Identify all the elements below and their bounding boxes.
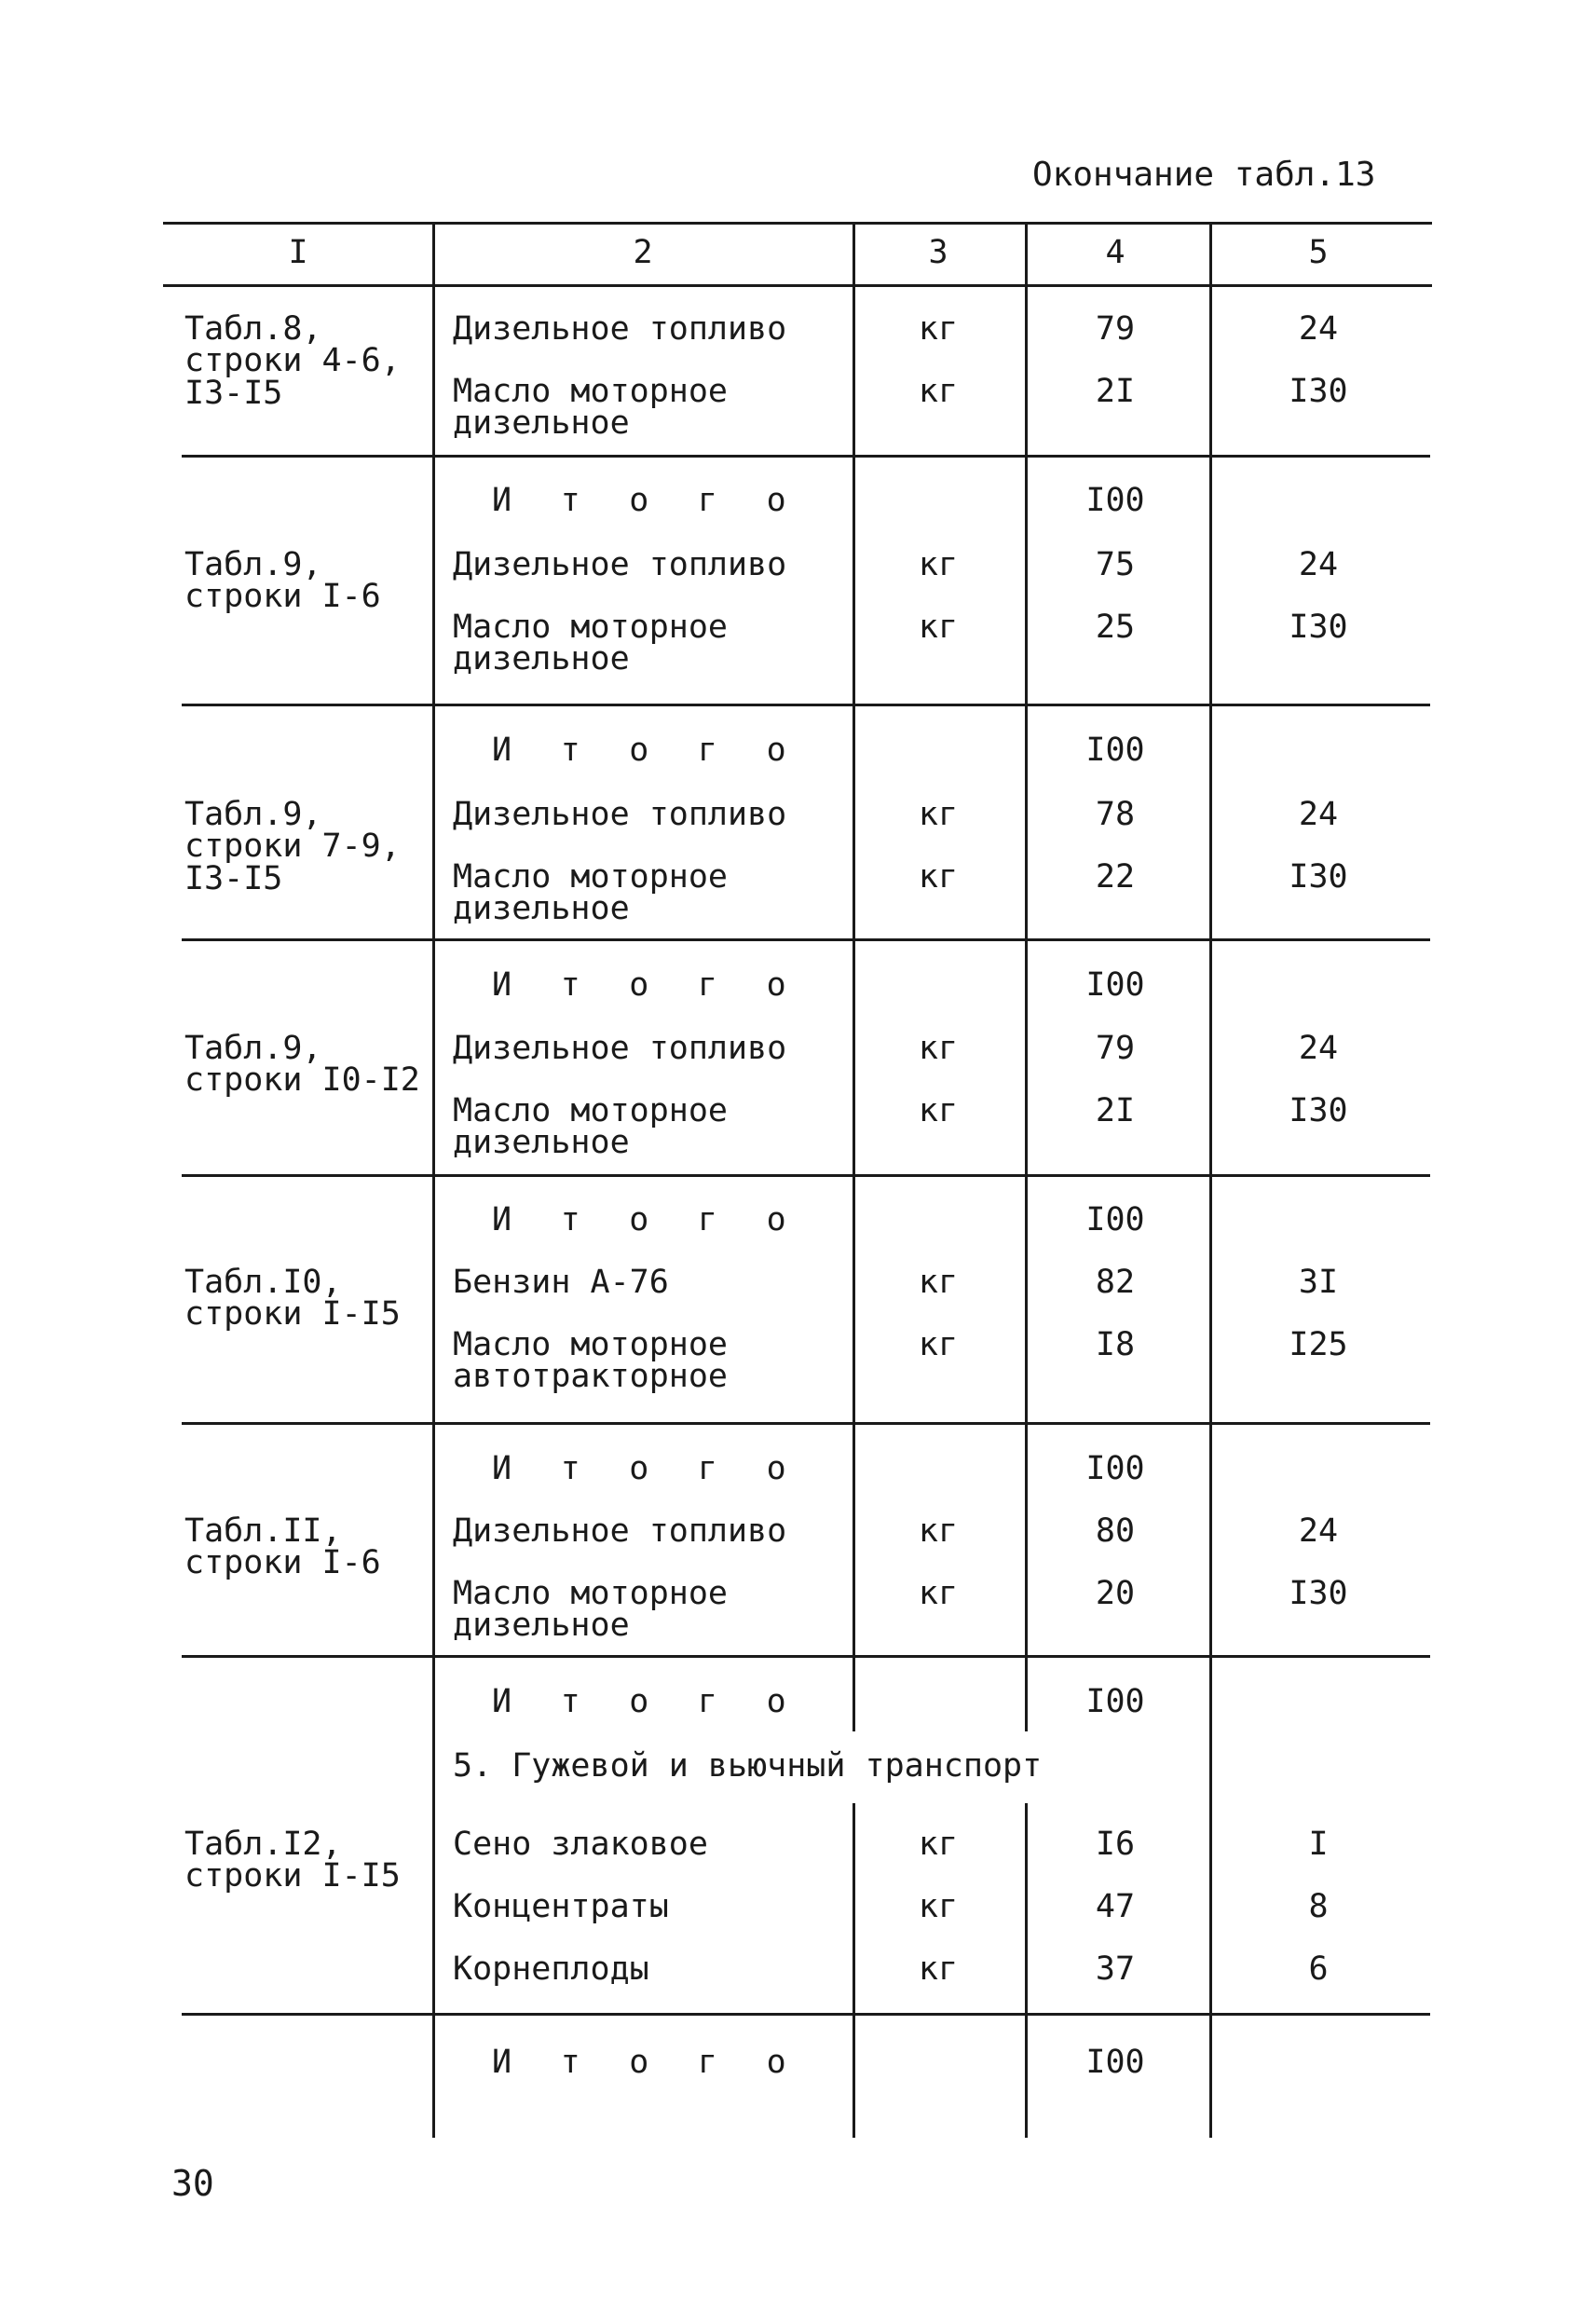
group-6-total-value: I00	[1085, 1683, 1145, 1720]
group-7-item-1-unit: кг	[918, 1826, 959, 1863]
group-1-item-2-name: Масло моторное дизельное	[453, 373, 729, 443]
group-separator-7	[182, 2013, 1430, 2016]
group-7-item-2-name: Концентраты	[453, 1888, 669, 1925]
group-1-item-1-unit: кг	[918, 310, 959, 348]
group-5-item-2-share: I8	[1095, 1326, 1136, 1363]
group-7-item-3-unit: кг	[918, 1950, 959, 1988]
group-6-item-2-value: I30	[1289, 1575, 1348, 1612]
header-col-4: 4	[1105, 234, 1125, 271]
group-1-item-1-name: Дизельное топливо	[453, 310, 787, 348]
group-separator-4	[182, 1174, 1430, 1177]
group-7-item-2-value: 8	[1308, 1888, 1329, 1925]
group-5-total-value: I00	[1085, 1450, 1145, 1487]
header-divider-1	[432, 224, 435, 285]
group-1-item-2-unit: кг	[918, 373, 959, 410]
table-caption: Окончание табл.13	[1032, 156, 1376, 194]
group-separator-2	[182, 704, 1430, 706]
group-4-item-2-value: I30	[1289, 1092, 1348, 1129]
header-divider-4	[1209, 224, 1212, 285]
group-7-item-3-value: 6	[1308, 1950, 1329, 1988]
group-5-item-1-share: 82	[1095, 1264, 1136, 1301]
group-4-item-1-value: 24	[1298, 1030, 1339, 1067]
group-6-item-2-share: 20	[1095, 1575, 1136, 1612]
group-2-item-1-name: Дизельное топливо	[453, 546, 787, 583]
section-title: 5. Гужевой и вьючный транспорт	[453, 1747, 1043, 1785]
group-3-item-1-share: 78	[1095, 796, 1136, 833]
group-2-item-1-value: 24	[1298, 546, 1339, 583]
group-6-item-2-unit: кг	[918, 1575, 959, 1612]
group-2-total-label: И т о г о	[492, 732, 801, 769]
group-1-item-1-share: 79	[1095, 310, 1136, 348]
page-number: 30	[171, 2163, 214, 2204]
group-3-item-2-share: 22	[1095, 858, 1136, 896]
group-1-item-1-value: 24	[1298, 310, 1339, 348]
group-3-total-value: I00	[1085, 966, 1145, 1004]
group-separator-1	[182, 455, 1430, 458]
group-6-item-1-unit: кг	[918, 1512, 959, 1550]
group-separator-3	[182, 938, 1430, 941]
group-7-item-2-share: 47	[1095, 1888, 1136, 1925]
group-4-item-2-unit: кг	[918, 1092, 959, 1129]
group-7-total-label: И т о г о	[492, 2044, 801, 2081]
group-3-item-2-unit: кг	[918, 858, 959, 896]
group-3-total-label: И т о г о	[492, 966, 801, 1004]
group-3-item-2-value: I30	[1289, 858, 1348, 896]
group-6-item-1-value: 24	[1298, 1512, 1339, 1550]
group-7-reference: Табл.I2, строки I-I5	[184, 1826, 401, 1895]
group-5-total-label: И т о г о	[492, 1450, 801, 1487]
group-separator-5	[182, 1422, 1430, 1425]
group-2-reference: Табл.9, строки I-6	[184, 546, 381, 616]
group-5-reference: Табл.I0, строки I-I5	[184, 1264, 401, 1334]
group-6-item-2-name: Масло моторное дизельное	[453, 1575, 729, 1645]
header-col-2: 2	[633, 234, 653, 271]
group-2-item-2-value: I30	[1289, 609, 1348, 646]
group-5-item-1-value: 3I	[1298, 1264, 1339, 1301]
group-7-item-3-share: 37	[1095, 1950, 1136, 1988]
group-4-item-1-name: Дизельное топливо	[453, 1030, 787, 1067]
group-2-item-2-name: Масло моторное дизельное	[453, 609, 729, 678]
group-6-reference: Табл.II, строки I-6	[184, 1512, 381, 1582]
group-4-reference: Табл.9, строки I0-I2	[184, 1030, 420, 1100]
group-2-item-1-share: 75	[1095, 546, 1136, 583]
header-col-1: I	[288, 234, 308, 271]
group-6-item-1-name: Дизельное топливо	[453, 1512, 787, 1550]
group-2-item-2-share: 25	[1095, 609, 1136, 646]
group-4-item-1-share: 79	[1095, 1030, 1136, 1067]
group-6-item-1-share: 80	[1095, 1512, 1136, 1550]
header-col-5: 5	[1308, 234, 1329, 271]
group-1-reference: Табл.8, строки 4-6, I3-I5	[184, 310, 401, 412]
group-1-total-value: I00	[1085, 482, 1145, 519]
group-1-item-2-value: I30	[1289, 373, 1348, 410]
header-divider-2	[853, 224, 855, 285]
header-bottom-rule	[163, 284, 1432, 287]
body-divider-1	[432, 285, 435, 2138]
group-7-item-3-name: Корнеплоды	[453, 1950, 649, 1988]
group-3-reference: Табл.9, строки 7-9, I3-I5	[184, 796, 401, 897]
group-2-item-2-unit: кг	[918, 609, 959, 646]
group-separator-6	[182, 1655, 1430, 1658]
group-2-item-1-unit: кг	[918, 546, 959, 583]
group-5-item-2-name: Масло моторное автотракторное	[453, 1326, 729, 1396]
header-col-3: 3	[928, 234, 948, 271]
group-1-total-label: И т о г о	[492, 482, 801, 519]
group-5-item-1-name: Бензин А-76	[453, 1264, 669, 1301]
group-3-item-1-value: 24	[1298, 796, 1339, 833]
group-4-item-2-name: Масло моторное дизельное	[453, 1092, 729, 1162]
group-5-item-1-unit: кг	[918, 1264, 959, 1301]
group-4-item-2-share: 2I	[1095, 1092, 1136, 1129]
header-divider-3	[1025, 224, 1028, 285]
group-3-item-1-unit: кг	[918, 796, 959, 833]
group-5-item-2-unit: кг	[918, 1326, 959, 1363]
group-4-total-label: И т о г о	[492, 1201, 801, 1238]
table-top-rule	[163, 222, 1432, 225]
group-7-item-2-unit: кг	[918, 1888, 959, 1925]
group-4-item-1-unit: кг	[918, 1030, 959, 1067]
group-3-item-1-name: Дизельное топливо	[453, 796, 787, 833]
group-7-item-1-share: I6	[1095, 1826, 1136, 1863]
group-5-item-2-value: I25	[1289, 1326, 1348, 1363]
group-6-total-label: И т о г о	[492, 1683, 801, 1720]
group-7-total-value: I00	[1085, 2044, 1145, 2081]
group-1-item-2-share: 2I	[1095, 373, 1136, 410]
group-2-total-value: I00	[1085, 732, 1145, 769]
group-7-item-1-name: Сено злаковое	[453, 1826, 708, 1863]
group-3-item-2-name: Масло моторное дизельное	[453, 858, 729, 928]
group-7-item-1-value: I	[1308, 1826, 1329, 1863]
group-4-total-value: I00	[1085, 1201, 1145, 1238]
